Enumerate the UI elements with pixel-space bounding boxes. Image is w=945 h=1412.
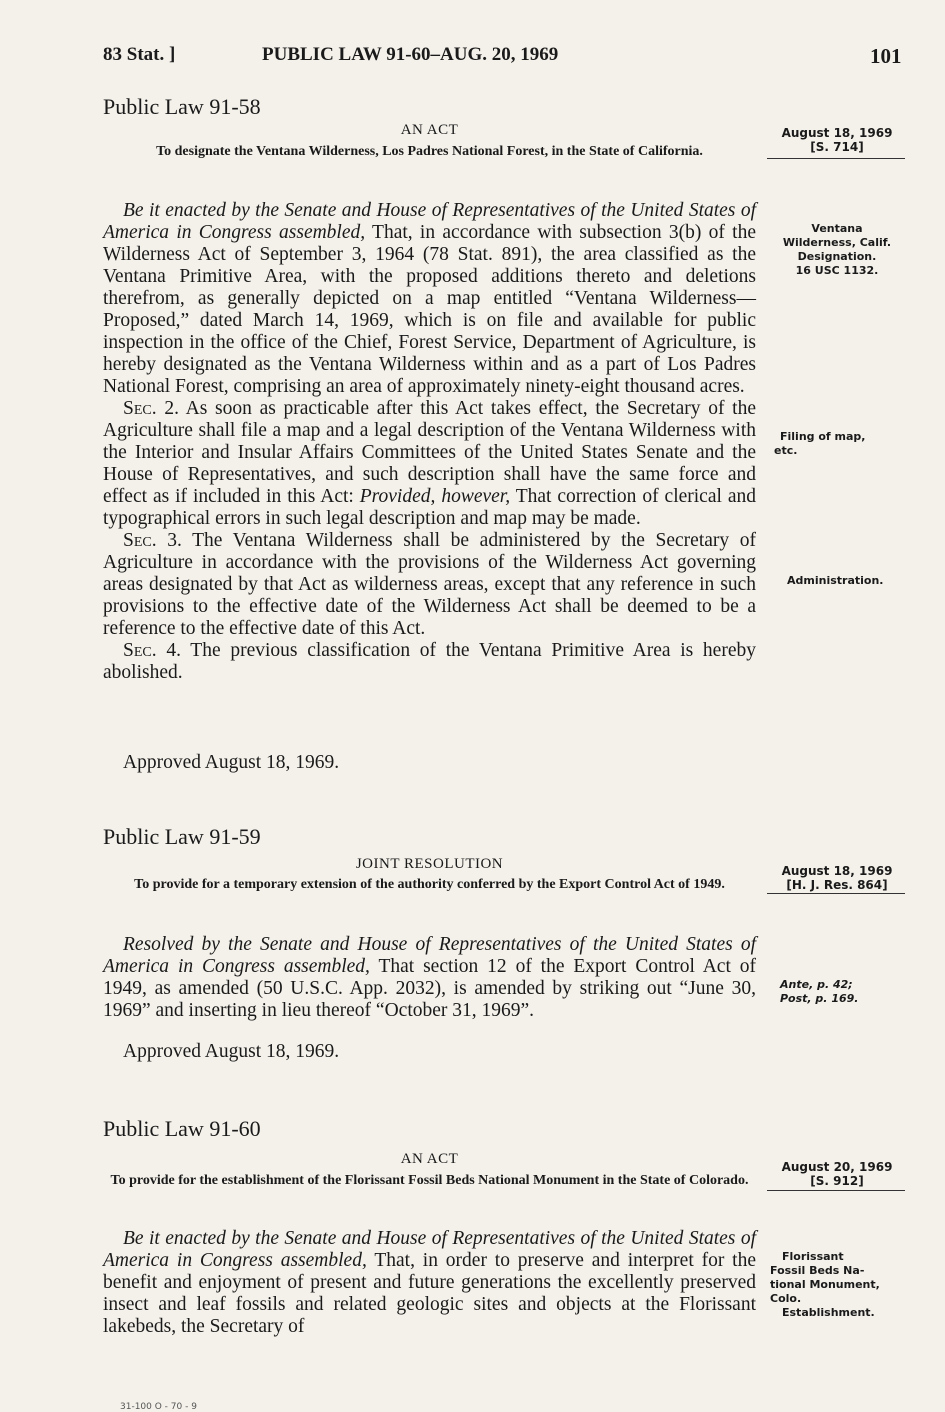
law-3-bill: [S. 912] (810, 1174, 864, 1188)
enacting-formula: Be it enacted by the Senate and House of Representatives of the United States of America in Congress assembled, (103, 200, 756, 243)
law-3-type: AN ACT (400, 1151, 459, 1167)
section-1-text: That, in order to preserve and interpret for the benefit and enjoyment of present and future generations the excellently preserved insect and leaf fossils and related geologic sites and objects at the Florissant lakebeds, the Secretary of (103, 1250, 757, 1337)
note-establishment (770, 1250, 910, 1320)
proviso: Provided, however, (359, 486, 511, 507)
note-line: Filing of map, (780, 430, 866, 443)
law-1-type: AN ACT (400, 122, 459, 138)
note-line: Fossil Beds Na- (770, 1264, 865, 1277)
note-line: etc. (774, 444, 798, 457)
law-1-date: August 18, 1969 (781, 126, 893, 140)
running-head-citation: 83 Stat. ] (103, 44, 176, 65)
section-text: That correction of clerical and typographical errors in such legal description and map may be made. (103, 486, 757, 529)
resolving-formula: Resolved by the Senate and House of Representatives of the United States of America in Congress assembled, (103, 934, 756, 977)
note-filing (774, 430, 914, 458)
law-1-section-3 (103, 530, 756, 640)
law-1-purpose: To designate the Ventana Wilderness, Los Padres National Forest, in the State of California. (156, 144, 703, 159)
note-line: Wilderness, Calif. (782, 236, 892, 249)
margin-rule (767, 1190, 905, 1191)
enacting-formula: Be it enacted by the Senate and House of Representatives of the United States of America in Congress assembled, (103, 1228, 756, 1271)
note-designation (767, 222, 907, 278)
note-line: Colo. (770, 1292, 802, 1305)
note-line: Post, p. 169. (780, 992, 859, 1005)
note-line: 16 USC 1132. (795, 264, 879, 277)
note-line: Ventana (811, 222, 863, 235)
law-2-date-note (767, 864, 907, 892)
law-1-title: Public Law 91-58 (103, 94, 261, 119)
law-3-title: Public Law 91-60 (103, 1116, 261, 1141)
law-2-body (103, 934, 756, 1022)
section-text: The Ventana Wilderness shall be administered by the Secretary of Agriculture in accordance with the provisions of the Wilderness Act governing areas designated by that Act as wilderness areas, except that any reference in such provisions to the effective date of the Wilderness Act shall be deemed to be a reference to the effective date of this Act. (103, 530, 756, 639)
margin-rule (767, 893, 905, 894)
law-1-body (103, 200, 756, 684)
law-1-enacting-clause (103, 200, 756, 398)
law-2-bill: [H. J. Res. 864] (786, 878, 888, 892)
law-2-date: August 18, 1969 (781, 864, 893, 878)
law-1-section-2 (103, 398, 756, 530)
note-administration: Administration. (787, 574, 884, 587)
running-head-title: PUBLIC LAW 91-60–AUG. 20, 1969 (262, 44, 559, 65)
section-label: Sec. 3. (123, 530, 182, 551)
section-text: As soon as practicable after this Act takes effect, the Secretary of the Agriculture shall file a map and a legal description of the Ventana Wilderness with the Interior and Insular Affairs Committees of the United States Senate and the House of Representatives, and such description shall have the same force and effect as if included in this Act: (103, 398, 756, 507)
note-line: tional Monument, (770, 1278, 880, 1291)
section-1-text: That, in accordance with subsection 3(b) of the Wilderness Act of September 3, 1964 (78 Stat. 891), the area classified as the Ventana Primitive Area, with the proposed additions thereto and deletions therefrom, as generally depicted on a map entitled “Ventana Wilderness—Proposed,” dated March 14, 1969, which is on file and available for public inspection in the office of the Chief, Forest Service, Department of Agriculture, is hereby designated as the Ventana Wilderness within and as a part of Los Padres National Forest, comprising an area of approximately ninety-eight thousand acres. (103, 222, 756, 397)
law-3-enacting-clause (103, 1228, 756, 1338)
law-1-date-note (767, 126, 907, 154)
law-2-approved: Approved August 18, 1969. (123, 1041, 340, 1062)
law-1-section-4 (103, 640, 756, 684)
law-3-date-note (767, 1160, 907, 1188)
section-label: Sec. 4. (123, 640, 181, 661)
page-number: 101 (870, 44, 902, 68)
law-2-resolving-clause (103, 934, 756, 1022)
law-2-title: Public Law 91-59 (103, 824, 261, 849)
note-line: Florissant (782, 1250, 844, 1263)
law-3-body (103, 1228, 756, 1338)
law-2-type: JOINT RESOLUTION (355, 856, 504, 872)
section-label: Sec. 2. (123, 398, 179, 419)
law-1-approved: Approved August 18, 1969. (123, 752, 340, 773)
law-3-purpose: To provide for the establishment of the Florissant Fossil Beds National Monument in the State of Colorado. (110, 1173, 749, 1188)
law-3-date: August 20, 1969 (781, 1160, 893, 1174)
note-cross-reference (780, 978, 920, 1006)
resolution-text: That section 12 of the Export Control Act of 1949, as amended (50 U.S.C. App. 2032), is amended by striking out “June 30, 1969” and inserting in lieu thereof “October 31, 1969”. (103, 956, 756, 1021)
margin-rule (767, 158, 905, 159)
note-line: Ante, p. 42; (780, 978, 853, 991)
printer-code: 31-100 O - 70 - 9 (120, 1402, 197, 1412)
note-line: Establishment. (782, 1306, 875, 1319)
law-2-purpose: To provide for a temporary extension of the authority conferred by the Export Control Act of 1949. (134, 877, 725, 892)
note-line: Designation. (797, 250, 877, 263)
law-1-bill: [S. 714] (810, 140, 864, 154)
section-text: The previous classification of the Ventana Primitive Area is hereby abolished. (103, 640, 756, 683)
